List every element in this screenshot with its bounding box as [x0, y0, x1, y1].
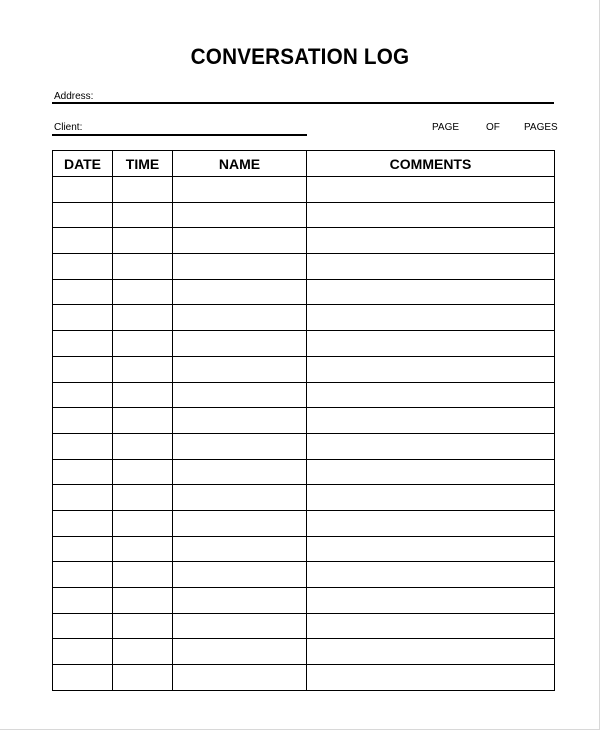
column-header-name: NAME — [173, 151, 307, 177]
cell-date[interactable] — [53, 510, 113, 536]
cell-comments[interactable] — [307, 228, 555, 254]
table-row — [53, 588, 555, 614]
table-row — [53, 613, 555, 639]
cell-name[interactable] — [173, 331, 307, 357]
table-row — [53, 485, 555, 511]
cell-date[interactable] — [53, 613, 113, 639]
table-row — [53, 408, 555, 434]
cell-time[interactable] — [113, 562, 173, 588]
cell-name[interactable] — [173, 536, 307, 562]
table-row — [53, 536, 555, 562]
cell-time[interactable] — [113, 639, 173, 665]
cell-name[interactable] — [173, 228, 307, 254]
cell-name[interactable] — [173, 279, 307, 305]
page-title: CONVERSATION LOG — [190, 44, 410, 69]
cell-name[interactable] — [173, 459, 307, 485]
cell-name[interactable] — [173, 254, 307, 280]
cell-name[interactable] — [173, 562, 307, 588]
table-row — [53, 639, 555, 665]
cell-time[interactable] — [113, 177, 173, 203]
table-row — [53, 459, 555, 485]
cell-name[interactable] — [173, 665, 307, 691]
table-row — [53, 510, 555, 536]
cell-time[interactable] — [113, 331, 173, 357]
cell-comments[interactable] — [307, 305, 555, 331]
cell-time[interactable] — [113, 459, 173, 485]
cell-time[interactable] — [113, 665, 173, 691]
table-row — [53, 433, 555, 459]
cell-date[interactable] — [53, 305, 113, 331]
cell-comments[interactable] — [307, 613, 555, 639]
cell-time[interactable] — [113, 536, 173, 562]
cell-name[interactable] — [173, 510, 307, 536]
table-row — [53, 331, 555, 357]
cell-comments[interactable] — [307, 459, 555, 485]
cell-comments[interactable] — [307, 485, 555, 511]
cell-comments[interactable] — [307, 177, 555, 203]
address-field[interactable] — [52, 102, 554, 104]
cell-name[interactable] — [173, 639, 307, 665]
column-header-date: DATE — [53, 151, 113, 177]
cell-date[interactable] — [53, 536, 113, 562]
cell-name[interactable] — [173, 613, 307, 639]
conversation-log-table — [52, 150, 555, 691]
cell-time[interactable] — [113, 485, 173, 511]
cell-time[interactable] — [113, 588, 173, 614]
cell-time[interactable] — [113, 202, 173, 228]
cell-time[interactable] — [113, 613, 173, 639]
cell-time[interactable] — [113, 382, 173, 408]
cell-comments[interactable] — [307, 562, 555, 588]
cell-name[interactable] — [173, 588, 307, 614]
cell-comments[interactable] — [307, 279, 555, 305]
cell-comments[interactable] — [307, 254, 555, 280]
cell-date[interactable] — [53, 254, 113, 280]
table-row — [53, 562, 555, 588]
cell-name[interactable] — [173, 433, 307, 459]
cell-date[interactable] — [53, 356, 113, 382]
cell-name[interactable] — [173, 408, 307, 434]
client-field[interactable] — [52, 134, 307, 136]
table-row — [53, 279, 555, 305]
table-row — [53, 228, 555, 254]
cell-name[interactable] — [173, 177, 307, 203]
cell-date[interactable] — [53, 177, 113, 203]
cell-date[interactable] — [53, 639, 113, 665]
cell-date[interactable] — [53, 202, 113, 228]
cell-date[interactable] — [53, 228, 113, 254]
cell-date[interactable] — [53, 562, 113, 588]
pages-label: PAGES — [524, 122, 558, 133]
cell-date[interactable] — [53, 485, 113, 511]
cell-comments[interactable] — [307, 356, 555, 382]
cell-comments[interactable] — [307, 433, 555, 459]
cell-date[interactable] — [53, 279, 113, 305]
cell-date[interactable] — [53, 408, 113, 434]
cell-time[interactable] — [113, 279, 173, 305]
cell-name[interactable] — [173, 356, 307, 382]
table-row — [53, 202, 555, 228]
table-row — [53, 382, 555, 408]
table-header-row — [53, 151, 555, 177]
client-label: Client: — [54, 122, 83, 133]
cell-comments[interactable] — [307, 382, 555, 408]
table-row — [53, 305, 555, 331]
cell-date[interactable] — [53, 382, 113, 408]
of-label: OF — [486, 122, 500, 133]
cell-time[interactable] — [113, 433, 173, 459]
cell-time[interactable] — [113, 408, 173, 434]
cell-time[interactable] — [113, 356, 173, 382]
cell-name[interactable] — [173, 305, 307, 331]
cell-comments[interactable] — [307, 588, 555, 614]
cell-comments[interactable] — [307, 536, 555, 562]
cell-date[interactable] — [53, 459, 113, 485]
cell-date[interactable] — [53, 433, 113, 459]
cell-name[interactable] — [173, 202, 307, 228]
cell-name[interactable] — [173, 485, 307, 511]
cell-comments[interactable] — [307, 202, 555, 228]
table-row — [53, 177, 555, 203]
column-header-comments: COMMENTS — [307, 151, 555, 177]
cell-comments[interactable] — [307, 639, 555, 665]
table-row — [53, 254, 555, 280]
cell-name[interactable] — [173, 382, 307, 408]
cell-time[interactable] — [113, 228, 173, 254]
table-row — [53, 356, 555, 382]
address-label: Address: — [54, 91, 94, 102]
cell-date[interactable] — [53, 665, 113, 691]
cell-comments[interactable] — [307, 408, 555, 434]
cell-date[interactable] — [53, 588, 113, 614]
cell-comments[interactable] — [307, 510, 555, 536]
cell-comments[interactable] — [307, 665, 555, 691]
page-label: PAGE — [432, 122, 460, 133]
cell-time[interactable] — [113, 254, 173, 280]
cell-comments[interactable] — [307, 331, 555, 357]
table-body — [53, 177, 555, 691]
cell-time[interactable] — [113, 510, 173, 536]
cell-time[interactable] — [113, 305, 173, 331]
cell-date[interactable] — [53, 331, 113, 357]
table-row — [53, 665, 555, 691]
column-header-time: TIME — [113, 151, 173, 177]
